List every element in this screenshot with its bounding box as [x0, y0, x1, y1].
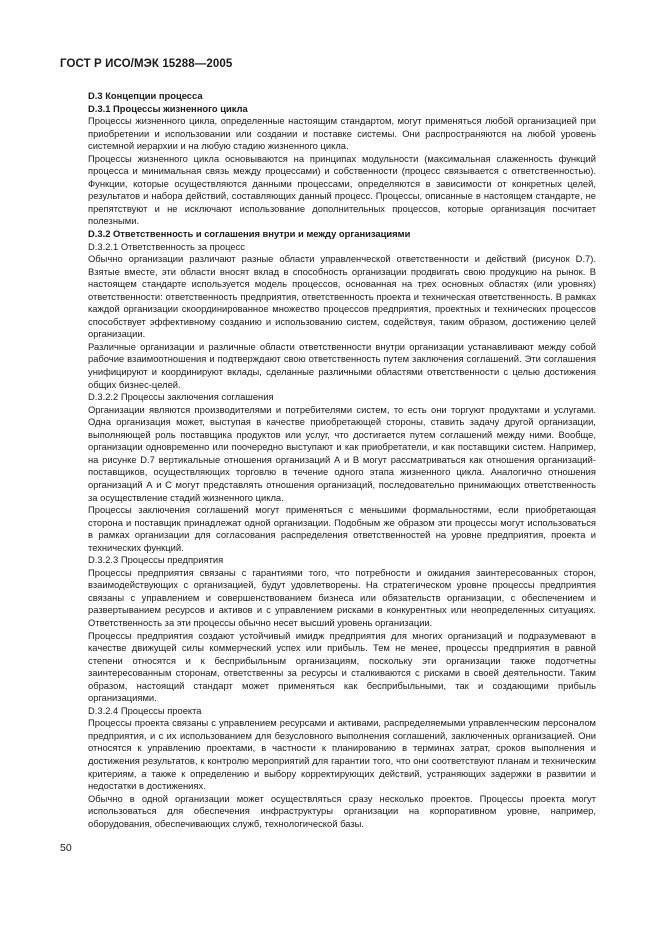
paragraph: Обычно в одной организации может осуществляться сразу несколько проектов. Процессы проекта могут использоваться для обеспечения инфраструктуры организации на корпоративном уровне, например, оборудования, обеспечивающих служб, технологической базы. [88, 792, 596, 829]
clause-heading: D.3.2.4 Процессы проекта [88, 704, 202, 716]
subsection-heading: D.3.1 Процессы жизненного цикла [88, 102, 248, 114]
clause-heading: D.3.2.3 Процессы предприятия [88, 554, 224, 566]
paragraph: Процессы заключения соглашений могут применяться с меньшими формальностями, если приобретающая сторона и поставщик принадлежат одной организации. Подобным же образом эти процессы могут использоваться в рамках организации для согласования распределения ответственностей на уровне предприятия, проекта и технических функций. [88, 504, 596, 553]
paragraph: Обычно организации различают разные области управленческой ответственности и действий (рисунок D.7). Взятые вместе, эти области вносят вклад в способность организации продвигать свою продукцию на рынок. В настоящем стандарте используется модель процессов, основанная на трех основных областях (или уровнях) ответственности: ответственность предприятия, ответственность проекта и техническая ответственность. В рамках каждой организации скоординированное множество процессов предприятия, проектных и технических процессов способствует эффективному созданию и использованию систем, содействуя, таким образом, достижению целей организации. [88, 253, 596, 340]
paragraph: Процессы жизненного цикла, определенные настоящим стандартом, могут применяться любой организацией при приобретении и использовании или создании и поставке системы. Они распространяются на любой уровень системной иерархии и на любую стадию жизненного цикла. [88, 115, 596, 152]
paragraph: Различные организации и различные области ответственности внутри организации устанавливают между собой рабочие взаимоотношения и подтверждают свою ответственность путем заключения соглашений. Эти соглашения унифицируют и координируют вклады, сделанные различными областями ответственности с целью достижения общих бизнес-целей. [88, 340, 596, 390]
paragraph: Процессы предприятия связаны с гарантиями того, что потребности и ожидания заинтересованных сторон, взаимодействующих с организацией, будут удовлетворены. На стратегическом уровне процессы предприятия связаны с управлением и совершенствованием бизнеса или обязательств организации, с обеспечением и развертыванием ресурсов и активов и с управлением рисками в конкурентных или неопределенных ситуациях. Ответственность за эти процессы обычно несет высший уровень организации. [88, 566, 596, 628]
page-number: 50 [60, 842, 72, 854]
section-heading: D.3 Концепции процесса [88, 90, 203, 101]
clause-heading: D.3.2.1 Ответственность за процесс [88, 240, 245, 252]
paragraph: Процессы жизненного цикла основываются на принципах модульности (максимальная слаженность функций процесса и минимальная связь между процессами) и собственности (процесс связывается с ответственностью). Функции, которые осуществляются данными процессами, определяются в зависимости от конкретных целей, результатов и набора действий, составляющих данный процесс. Процессы, описанные в настоящем стандарте, не препятствуют и не исключают использование дополнительных процессов, которые организация посчитает полезными. [88, 152, 596, 227]
document-body [88, 90, 596, 830]
subsection-heading: D.3.2 Ответственность и соглашения внутри и между организациями [88, 228, 411, 240]
paragraph: Процессы проекта связаны с управлением ресурсами и активами, распределяемыми управленческим персоналом предприятия, и с их использованием для безусловного выполнения соглашений, заключенных организацией. Они относятся к управлению проектами, в частности к планированию в терминах затрат, сроков выполнения и достижения результатов, к контролю мероприятий для гарантии того, что они соответствуют планам и техническим критериям, а также к определению и выбору корректирующих действий, устраняющих задержки в развитии и недостатки в достижениях. [88, 717, 596, 792]
standard-header: ГОСТ Р ИСО/МЭК 15288—2005 [60, 58, 233, 70]
clause-heading: D.3.2.2 Процессы заключения соглашения [88, 391, 274, 403]
paragraph: Процессы предприятия создают устойчивый имидж предприятия для многих организаций и подразумевают в качестве движущей силы коммерческий успех или прибыль. Тем не менее, процессы предприятия в равной степени относятся и к бесприбыльным организациям, поскольку эти организации также подотчетны заинтересованным сторонам, ответственны за ресурсы и сталкиваются с рисками в своей деятельности. Таким образом, настоящий стандарт может применяться как бесприбыльными, так и создающими прибыль организациями. [88, 629, 596, 704]
paragraph: Организации являются производителями и потребителями систем, то есть они торгуют продуктами и услугами. Одна организация может, выступая в качестве приобретающей стороны, ставить задачу другой организации, выполняющей роль поставщика продуктов или услуг, что достигается путем соглашений между ними. Вообще, организации одновременно или поочередно выступают и как приобретатели, и как поставщики систем. Например, на рисунке D.7 вертикальные отношения организаций А и В могут рассматриваться как отношения организаций-поставщиков, осуществляющих торговлю в течение одного этапа жизненного цикла. Аналогично отношения организаций А и С могут представлять отношения организаций, последовательно принимающих ответственность за осуществление стадий жизненного цикла. [88, 403, 596, 503]
